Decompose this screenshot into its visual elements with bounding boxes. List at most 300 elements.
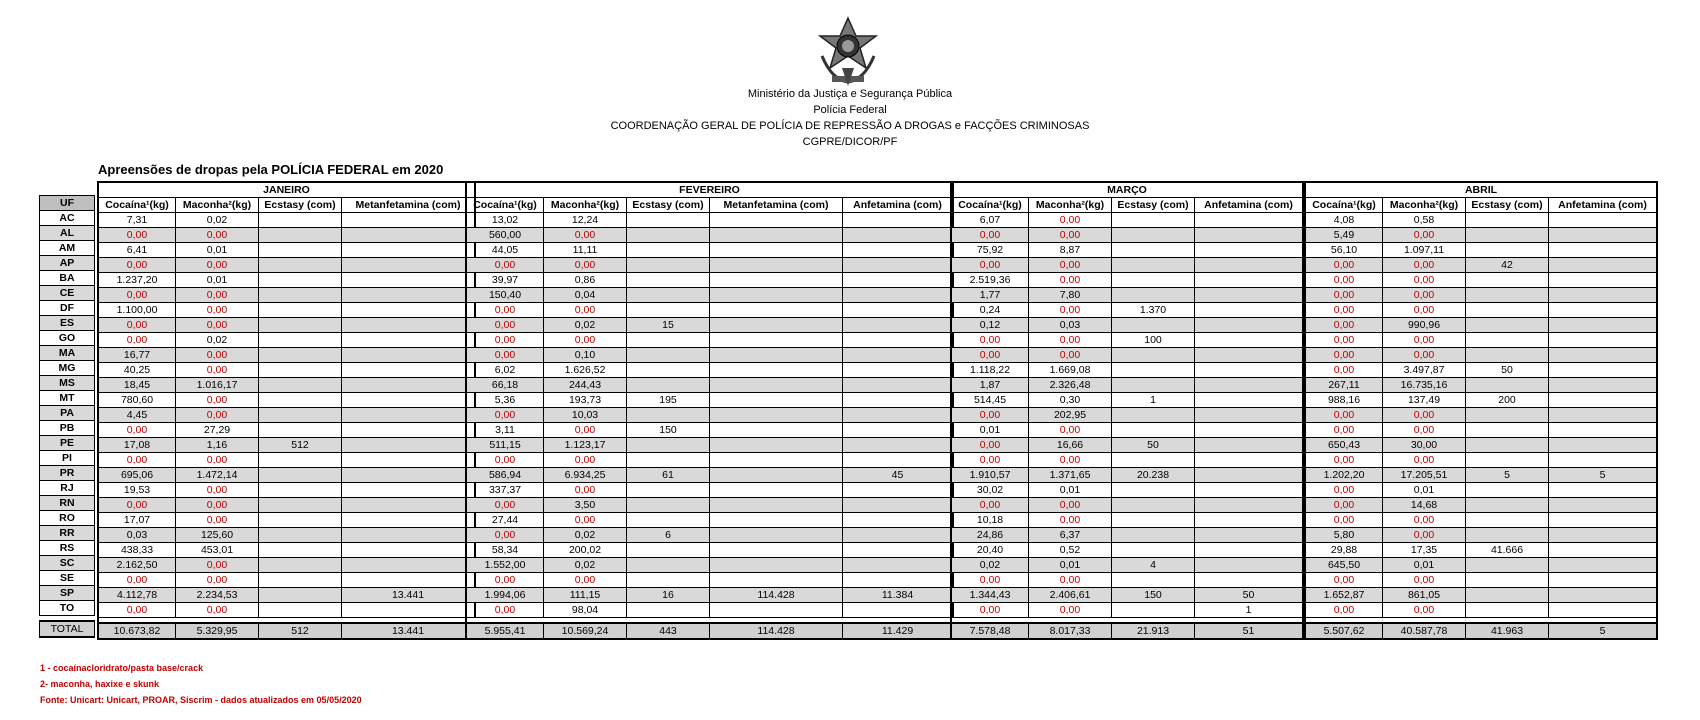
data-cell <box>627 228 710 243</box>
data-cell <box>843 573 954 588</box>
table-row <box>1305 393 1657 408</box>
data-cell <box>843 348 954 363</box>
table-row <box>951 498 1303 513</box>
table-row <box>40 556 95 571</box>
table-row <box>951 468 1303 483</box>
data-cell <box>1549 558 1658 573</box>
data-cell: 98,04 <box>544 603 627 618</box>
table-row <box>98 378 475 393</box>
data-cell: 0,00 <box>1305 423 1383 438</box>
data-cell <box>843 378 954 393</box>
data-cell: 0,00 <box>1383 348 1466 363</box>
data-cell: 0,00 <box>1383 528 1466 543</box>
data-cell: 990,96 <box>1383 318 1466 333</box>
table-row <box>1305 363 1657 378</box>
data-cell <box>1112 363 1195 378</box>
data-cell: 0,00 <box>176 318 259 333</box>
table-row <box>40 571 95 586</box>
data-cell <box>843 513 954 528</box>
data-cell <box>710 288 843 303</box>
data-cell <box>1195 423 1304 438</box>
data-cell <box>1112 573 1195 588</box>
table-row <box>98 258 475 273</box>
data-cell: 0,00 <box>98 603 176 618</box>
month-name: ABRIL <box>1305 182 1657 198</box>
data-cell <box>843 438 954 453</box>
uf-cell: ES <box>40 316 95 331</box>
data-cell: 3.497,87 <box>1383 363 1466 378</box>
data-cell <box>627 378 710 393</box>
data-cell <box>1195 513 1304 528</box>
data-cell <box>342 363 476 378</box>
data-cell <box>843 498 954 513</box>
data-cell: 244,43 <box>544 378 627 393</box>
table-row <box>466 408 953 423</box>
data-cell: 75,92 <box>951 243 1029 258</box>
data-cell: 15 <box>627 318 710 333</box>
table-row <box>98 243 475 258</box>
data-cell <box>1549 288 1658 303</box>
data-cell: 2.519,36 <box>951 273 1029 288</box>
data-cell: 0,00 <box>466 258 544 273</box>
total-cell: 11.429 <box>843 623 954 639</box>
table-row <box>98 348 475 363</box>
data-cell: 1.237,20 <box>98 273 176 288</box>
data-cell <box>342 528 476 543</box>
table-row <box>1305 513 1657 528</box>
data-cell <box>1549 273 1658 288</box>
table-row <box>1305 258 1657 273</box>
data-cell: 1.123,17 <box>544 438 627 453</box>
data-cell <box>1112 228 1195 243</box>
table-row <box>98 213 475 228</box>
data-cell <box>1466 288 1549 303</box>
month-name: FEVEREIRO <box>466 182 953 198</box>
data-cell <box>627 363 710 378</box>
data-cell: 200,02 <box>544 543 627 558</box>
data-cell <box>627 348 710 363</box>
table-row <box>40 211 95 226</box>
data-cell <box>1195 303 1304 318</box>
column-header: Anfetamina (com) <box>1195 198 1304 213</box>
data-cell: 202,95 <box>1029 408 1112 423</box>
data-cell <box>1549 258 1658 273</box>
total-row <box>98 623 475 639</box>
table-row <box>1305 453 1657 468</box>
data-cell: 0,02 <box>176 213 259 228</box>
data-cell <box>1549 513 1658 528</box>
table-row <box>98 528 475 543</box>
data-cell <box>843 258 954 273</box>
data-cell <box>710 423 843 438</box>
data-cell <box>342 228 476 243</box>
data-cell <box>1195 318 1304 333</box>
data-cell <box>259 483 342 498</box>
data-cell: 453,01 <box>176 543 259 558</box>
data-cell <box>259 288 342 303</box>
table-row <box>951 363 1303 378</box>
data-cell <box>1112 483 1195 498</box>
data-cell: 0,00 <box>176 288 259 303</box>
data-cell: 438,33 <box>98 543 176 558</box>
data-cell <box>1549 243 1658 258</box>
data-cell <box>627 303 710 318</box>
data-cell <box>627 498 710 513</box>
uf-header: UF <box>40 196 95 211</box>
column-header: Metanfetamina (com) <box>342 198 476 213</box>
uf-cell: GO <box>40 331 95 346</box>
table-row <box>98 573 475 588</box>
data-cell: 50 <box>1195 588 1304 603</box>
total-row <box>40 621 95 637</box>
data-cell <box>1195 363 1304 378</box>
uf-spacer <box>40 181 95 196</box>
data-cell <box>1466 303 1549 318</box>
data-cell <box>627 558 710 573</box>
table-row <box>98 228 475 243</box>
data-cell <box>1466 348 1549 363</box>
table-row <box>1305 573 1657 588</box>
uf-cell: TO <box>40 601 95 616</box>
data-cell: 2.234,53 <box>176 588 259 603</box>
data-cell <box>843 528 954 543</box>
data-cell: 0,52 <box>1029 543 1112 558</box>
data-cell: 0,00 <box>176 558 259 573</box>
table-row <box>98 513 475 528</box>
data-cell <box>627 408 710 423</box>
data-cell: 7,80 <box>1029 288 1112 303</box>
data-cell <box>1195 348 1304 363</box>
data-cell <box>627 573 710 588</box>
table-row <box>466 468 953 483</box>
uf-cell: AL <box>40 226 95 241</box>
data-cell: 10,18 <box>951 513 1029 528</box>
data-cell <box>1549 228 1658 243</box>
table-row <box>98 408 475 423</box>
data-cell <box>710 498 843 513</box>
data-cell: 20.238 <box>1112 468 1195 483</box>
column-header: Ecstasy (com) <box>627 198 710 213</box>
data-cell: 0,00 <box>176 498 259 513</box>
month-table-fevereiro <box>465 181 954 640</box>
column-header: Cocaína¹(kg) <box>466 198 544 213</box>
uf-cell: RJ <box>40 481 95 496</box>
data-cell: 1,87 <box>951 378 1029 393</box>
data-cell: 0,00 <box>176 453 259 468</box>
data-cell <box>1195 558 1304 573</box>
data-cell: 50 <box>1466 363 1549 378</box>
uf-cell: MA <box>40 346 95 361</box>
data-cell: 0,00 <box>1383 333 1466 348</box>
data-cell: 17.205,51 <box>1383 468 1466 483</box>
data-cell <box>259 588 342 603</box>
data-cell <box>1112 243 1195 258</box>
data-cell <box>627 438 710 453</box>
total-cell: 40.587,78 <box>1383 623 1466 639</box>
uf-cell: PB <box>40 421 95 436</box>
table-row <box>1305 243 1657 258</box>
data-cell: 514,45 <box>951 393 1029 408</box>
table-row <box>98 498 475 513</box>
data-cell: 17,35 <box>1383 543 1466 558</box>
data-cell: 0,86 <box>544 273 627 288</box>
data-cell: 337,37 <box>466 483 544 498</box>
data-cell <box>1549 423 1658 438</box>
data-cell: 512 <box>259 438 342 453</box>
data-cell <box>1549 303 1658 318</box>
month-table-abril <box>1304 181 1658 640</box>
data-cell <box>627 273 710 288</box>
data-cell <box>1549 333 1658 348</box>
data-cell: 1.552,00 <box>466 558 544 573</box>
data-cell: 29,88 <box>1305 543 1383 558</box>
data-cell <box>1466 408 1549 423</box>
data-cell <box>1195 288 1304 303</box>
data-cell: 4 <box>1112 558 1195 573</box>
total-row <box>951 623 1303 639</box>
data-cell <box>1549 213 1658 228</box>
data-cell <box>342 288 476 303</box>
data-cell <box>843 333 954 348</box>
data-cell <box>1549 453 1658 468</box>
table-row <box>40 436 95 451</box>
table-row <box>466 603 953 618</box>
data-cell: 0,10 <box>544 348 627 363</box>
table-row <box>1305 438 1657 453</box>
data-cell: 650,43 <box>1305 438 1383 453</box>
data-cell <box>710 393 843 408</box>
data-cell: 1.626,52 <box>544 363 627 378</box>
table-row <box>98 318 475 333</box>
data-cell <box>843 408 954 423</box>
data-cell <box>1112 408 1195 423</box>
table-row <box>1305 213 1657 228</box>
data-cell: 0,00 <box>1305 483 1383 498</box>
data-cell: 0,00 <box>466 498 544 513</box>
data-cell: 0,00 <box>544 258 627 273</box>
total-cell: 7.578,48 <box>951 623 1029 639</box>
data-cell: 0,00 <box>1305 288 1383 303</box>
data-cell: 100 <box>1112 333 1195 348</box>
table-row <box>466 573 953 588</box>
table-row <box>951 453 1303 468</box>
data-cell: 0,00 <box>1305 273 1383 288</box>
data-cell: 17,08 <box>98 438 176 453</box>
data-cell <box>1549 483 1658 498</box>
data-cell <box>710 513 843 528</box>
data-cell <box>627 453 710 468</box>
table-row <box>951 438 1303 453</box>
data-cell: 58,34 <box>466 543 544 558</box>
data-cell <box>710 603 843 618</box>
data-cell: 0,30 <box>1029 393 1112 408</box>
data-cell: 3,11 <box>466 423 544 438</box>
table-row <box>98 543 475 558</box>
table-row <box>466 273 953 288</box>
data-cell: 1.994,06 <box>466 588 544 603</box>
table-row <box>951 543 1303 558</box>
data-cell <box>1112 603 1195 618</box>
data-cell: 13.441 <box>342 588 476 603</box>
data-cell <box>1549 378 1658 393</box>
total-cell: 5 <box>1549 623 1658 639</box>
column-header: Cocaína¹(kg) <box>1305 198 1383 213</box>
uf-cell: DF <box>40 301 95 316</box>
table-row <box>1305 543 1657 558</box>
table-row <box>98 423 475 438</box>
month-table-marco <box>950 181 1304 640</box>
data-cell <box>1549 588 1658 603</box>
footnote-cocaine: 1 - cocaínacloridrato/pasta base/crack <box>40 663 204 673</box>
data-cell: 111,15 <box>544 588 627 603</box>
data-cell <box>1466 573 1549 588</box>
data-cell: 0,00 <box>466 573 544 588</box>
table-row <box>1305 483 1657 498</box>
data-cell: 0,00 <box>98 453 176 468</box>
table-row <box>951 333 1303 348</box>
data-cell: 0,00 <box>98 228 176 243</box>
data-cell <box>259 498 342 513</box>
table-row <box>466 333 953 348</box>
data-cell: 2.406,61 <box>1029 588 1112 603</box>
table-row <box>466 498 953 513</box>
table-row <box>951 378 1303 393</box>
data-cell <box>1195 573 1304 588</box>
data-cell <box>342 453 476 468</box>
data-cell <box>710 543 843 558</box>
data-cell <box>342 543 476 558</box>
data-cell: 0,00 <box>1029 453 1112 468</box>
data-cell: 0,00 <box>98 258 176 273</box>
data-cell: 0,02 <box>176 333 259 348</box>
data-cell <box>710 438 843 453</box>
data-cell <box>843 558 954 573</box>
month-name: MARÇO <box>951 182 1303 198</box>
data-cell <box>342 333 476 348</box>
data-cell: 30,00 <box>1383 438 1466 453</box>
footnote-marijuana: 2- maconha, haxixe e skunk <box>40 679 160 689</box>
data-cell: 0,00 <box>176 393 259 408</box>
data-cell: 0,00 <box>1029 573 1112 588</box>
table-row <box>98 438 475 453</box>
data-cell: 0,00 <box>1383 603 1466 618</box>
data-cell: 1.344,43 <box>951 588 1029 603</box>
data-cell: 0,00 <box>951 438 1029 453</box>
data-cell <box>627 258 710 273</box>
data-cell: 195 <box>627 393 710 408</box>
table-row <box>98 288 475 303</box>
table-row <box>951 213 1303 228</box>
data-cell: 0,01 <box>176 243 259 258</box>
data-cell <box>1549 543 1658 558</box>
data-cell: 0,00 <box>951 453 1029 468</box>
data-cell: 16,66 <box>1029 438 1112 453</box>
data-cell: 0,00 <box>951 348 1029 363</box>
data-cell: 0,00 <box>1305 453 1383 468</box>
data-cell <box>1466 438 1549 453</box>
table-row <box>1305 498 1657 513</box>
data-cell: 586,94 <box>466 468 544 483</box>
data-cell <box>627 288 710 303</box>
data-cell <box>1195 258 1304 273</box>
data-cell: 0,00 <box>544 333 627 348</box>
table-row <box>1305 588 1657 603</box>
data-cell: 200 <box>1466 393 1549 408</box>
column-header: Ecstasy (com) <box>259 198 342 213</box>
data-cell <box>342 318 476 333</box>
data-cell: 0,01 <box>1383 483 1466 498</box>
table-row <box>40 421 95 436</box>
data-cell: 40,25 <box>98 363 176 378</box>
uf-cell: SC <box>40 556 95 571</box>
data-cell <box>710 528 843 543</box>
table-row <box>40 466 95 481</box>
data-cell: 0,00 <box>951 408 1029 423</box>
data-cell: 1.371,65 <box>1029 468 1112 483</box>
data-cell <box>259 333 342 348</box>
data-cell: 6,07 <box>951 213 1029 228</box>
data-cell: 0,00 <box>1029 228 1112 243</box>
data-cell <box>1549 438 1658 453</box>
data-cell <box>843 453 954 468</box>
total-cell: 10.569,24 <box>544 623 627 639</box>
data-cell: 0,00 <box>176 228 259 243</box>
table-row <box>951 528 1303 543</box>
data-cell <box>843 228 954 243</box>
total-cell: 114.428 <box>710 623 843 639</box>
data-cell: 0,00 <box>1383 423 1466 438</box>
data-cell <box>1466 588 1549 603</box>
data-cell <box>1466 213 1549 228</box>
data-cell: 988,16 <box>1305 393 1383 408</box>
data-cell <box>1466 558 1549 573</box>
data-cell <box>1195 333 1304 348</box>
data-cell <box>259 318 342 333</box>
data-cell <box>259 213 342 228</box>
table-row <box>951 393 1303 408</box>
data-cell: 560,00 <box>466 228 544 243</box>
table-row <box>40 541 95 556</box>
data-cell <box>710 303 843 318</box>
data-cell: 4,08 <box>1305 213 1383 228</box>
data-cell: 0,00 <box>1305 348 1383 363</box>
table-row <box>40 586 95 601</box>
data-cell: 0,02 <box>544 528 627 543</box>
data-cell <box>627 243 710 258</box>
table-row <box>40 346 95 361</box>
data-cell <box>342 558 476 573</box>
table-row <box>98 393 475 408</box>
table-row <box>466 243 953 258</box>
column-header: Ecstasy (com) <box>1112 198 1195 213</box>
data-cell <box>259 453 342 468</box>
data-cell: 19,53 <box>98 483 176 498</box>
data-cell <box>710 228 843 243</box>
data-cell <box>1549 603 1658 618</box>
data-cell: 0,00 <box>544 573 627 588</box>
data-cell <box>710 408 843 423</box>
data-cell: 5,49 <box>1305 228 1383 243</box>
data-cell: 0,00 <box>466 528 544 543</box>
data-cell: 0,00 <box>1029 348 1112 363</box>
data-cell: 66,18 <box>466 378 544 393</box>
data-cell: 0,00 <box>1029 498 1112 513</box>
data-cell: 125,60 <box>176 528 259 543</box>
data-cell <box>710 363 843 378</box>
uf-cell: AC <box>40 211 95 226</box>
data-cell: 41.666 <box>1466 543 1549 558</box>
data-cell: 6,02 <box>466 363 544 378</box>
